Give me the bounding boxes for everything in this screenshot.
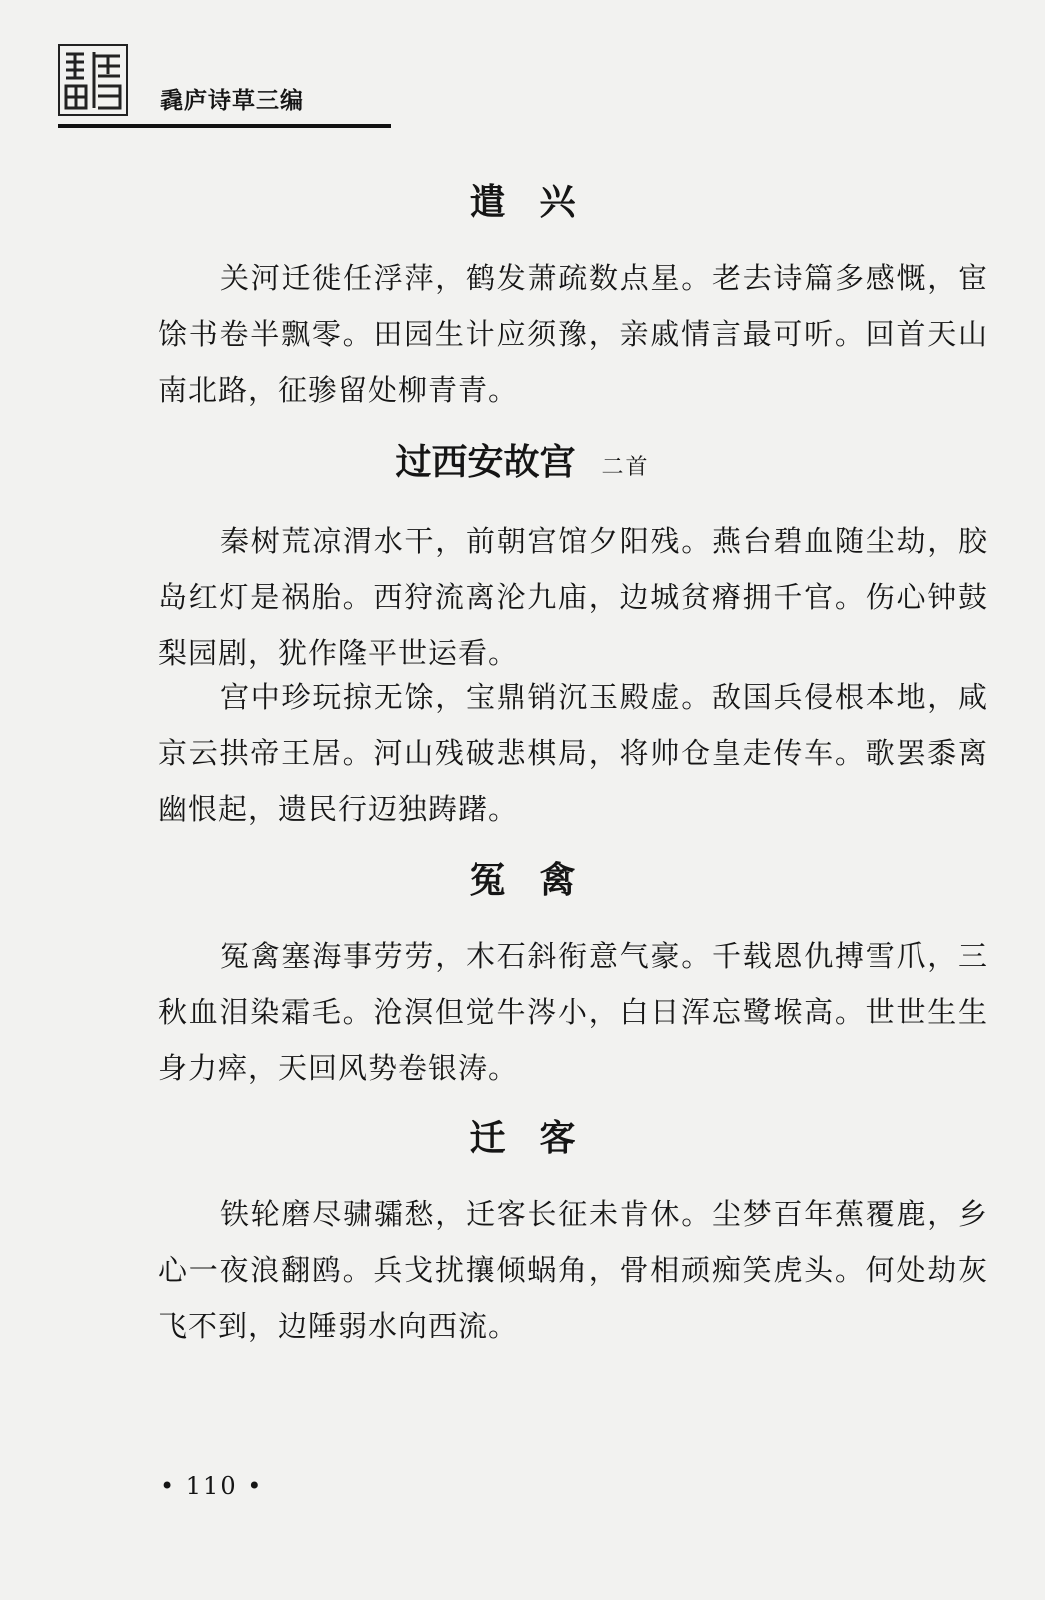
poem-title: 遣兴 <box>469 181 610 223</box>
poem-title: 过西安故宫 <box>395 441 576 483</box>
poem-text: 冤禽塞海事劳劳，木石斜衔意气豪。千载恩仇搏雪爪，三秋血泪染霜毛。沧溟但觉牛涔小，白日浑忘鹭堠高。世世生生身力瘁，天回风势卷银涛。 <box>158 939 988 1085</box>
poem-title-row <box>0 440 1045 490</box>
running-head: 毳庐诗草三编 <box>160 88 304 114</box>
poem-title: 迁客 <box>469 1117 610 1159</box>
header-rule <box>58 124 391 128</box>
poem-text: 关河迁徙任浮萍，鹤发萧疏数点星。老去诗篇多感慨，宦馀书卷半飘零。田园生计应须豫，亲戚情言最可听。回首天山南北路，征骖留处柳青青。 <box>158 261 988 407</box>
page-number: • 110 • <box>160 1472 264 1500</box>
poem-note: 二首 <box>601 455 650 480</box>
poem-text: 宫中珍玩掠无馀，宝鼎销沉玉殿虚。敌国兵侵根本地，咸京云拱帝王居。河山残破悲棋局，将帅仓皇走传车。歌罢黍离幽恨起，遗民行迈独踌躇。 <box>158 680 988 826</box>
seal-logo <box>58 44 128 116</box>
poem-text: 铁轮磨尽骕骦愁，迁客长征未肯休。尘梦百年蕉覆鹿，乡心一夜浪翻鸥。兵戈扰攘倾蜗角，骨相顽痴笑虎头。何处劫灰飞不到，边陲弱水向西流。 <box>158 1197 988 1343</box>
poem-text: 秦树荒凉渭水干，前朝宫馆夕阳残。燕台碧血随尘劫，胶岛红灯是祸胎。西狩流离沦九庙，边城贫瘠拥千官。伤心钟鼓梨园剧，犹作隆平世运看。 <box>158 524 988 670</box>
poem-title: 冤禽 <box>469 859 610 901</box>
